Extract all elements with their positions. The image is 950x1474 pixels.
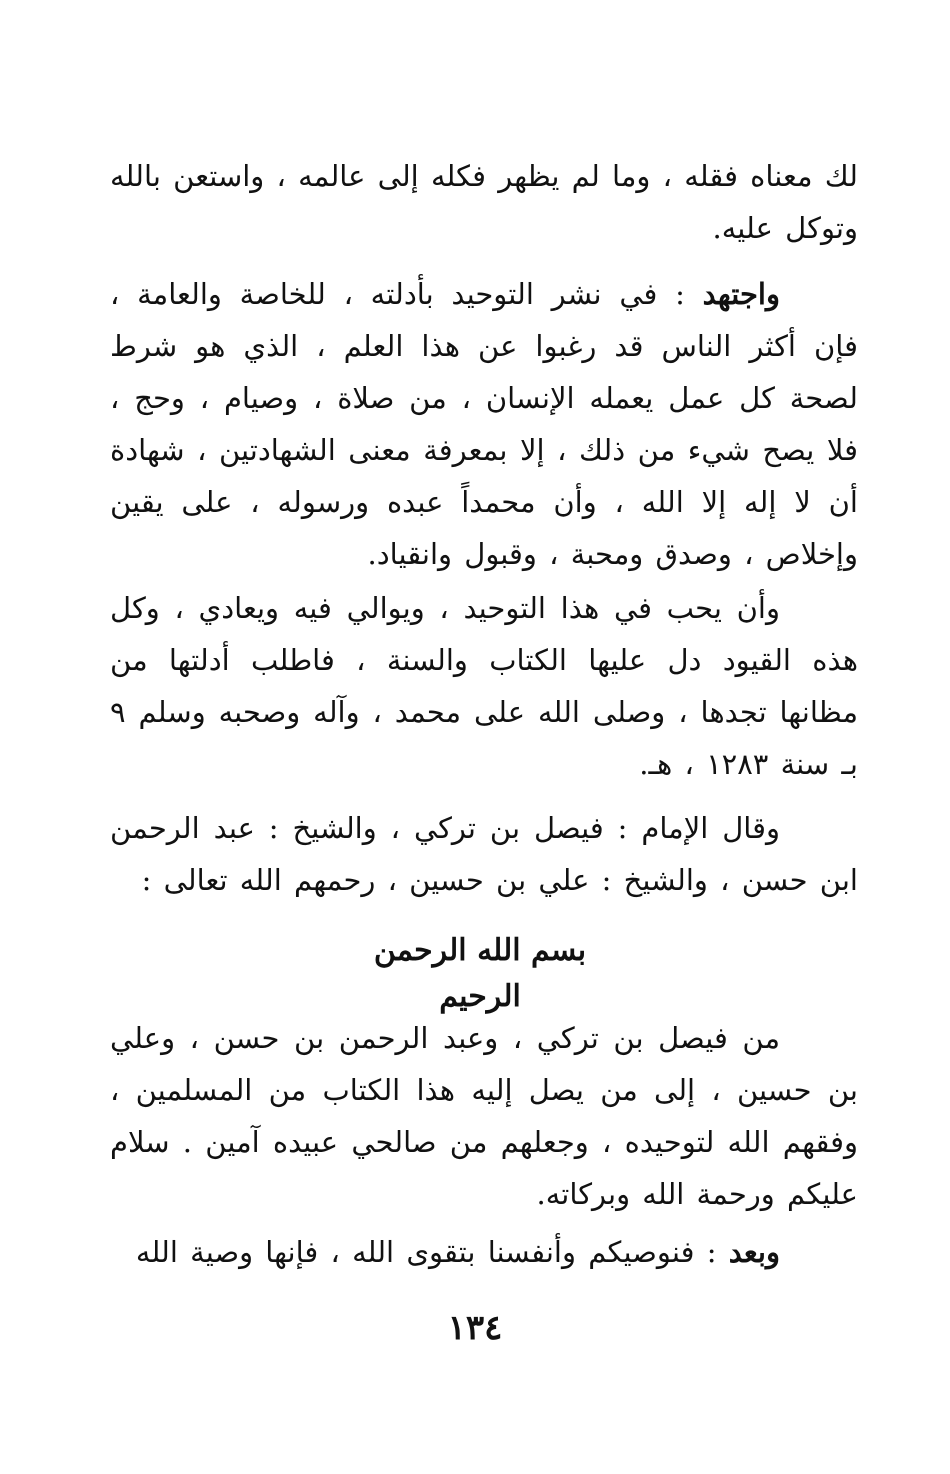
paragraph-1 xyxy=(110,150,858,254)
paragraph-5 xyxy=(110,1012,858,1220)
paragraph-1-text: لك معناه فقله ، وما لم يظهر فكله إلى عالمه ، واستعن بالله وتوكل عليه. xyxy=(110,159,858,245)
paragraph-4-text: وقال الإمام : فيصل بن تركي ، والشيخ : عبد الرحمن ابن حسن ، والشيخ : علي بن حسين ، رحمهم الله تعالى : xyxy=(110,811,858,897)
page-number: ١٣٤ xyxy=(447,1308,503,1348)
basmala-heading: بسم الله الرحمن الرحيم xyxy=(373,933,587,1014)
paragraph-3 xyxy=(110,582,858,790)
paragraph-5-text: من فيصل بن تركي ، وعبد الرحمن بن حسن ، وعلي بن حسين ، إلى من يصل إليه هذا الكتاب من المسلمين ، وفقهم الله لتوحيده ، وجعلهم من صالحي عبيده آمين . سلام عليكم ورحمة الله وبركاته. xyxy=(110,1021,858,1211)
paragraph-6 xyxy=(110,1226,858,1278)
paragraph-3-text: وأن يحب في هذا التوحيد ، ويوالي فيه ويعادي ، وكل هذه القيود دل عليها الكتاب والسنة ، فاطلب أدلتها من مظانها تجدها ، وصلى الله على محمد ، وآله وصحبه وسلم ٩ بـ سنة ١٢٨٣ ، هـ. xyxy=(110,591,858,781)
paragraph-4 xyxy=(110,802,858,906)
paragraph-2-lead: واجتهد xyxy=(702,277,780,311)
paragraph-6-text: : فنوصيكم وأنفسنا بتقوى الله ، فإنها وصية الله xyxy=(135,1235,729,1269)
paragraph-2 xyxy=(110,268,858,580)
paragraph-2-text: : في نشر التوحيد بأدلته ، للخاصة والعامة ، فإن أكثر الناس قد رغبوا عن هذا العلم ، الذي هو شرط لصحة كل عمل يعمله الإنسان ، من صلاة ، وصيام ، وحج ، فلا يصح شيء من ذلك ، إلا بمعرفة معنى الشهادتين ، شهادة أن لا إله إلا الله ، وأن محمداً عبده ورسوله ، على يقين وإخلاص ، وصدق ومحبة ، وقبول وانقياد. xyxy=(110,277,858,571)
paragraph-6-lead: وبعد xyxy=(728,1235,780,1269)
